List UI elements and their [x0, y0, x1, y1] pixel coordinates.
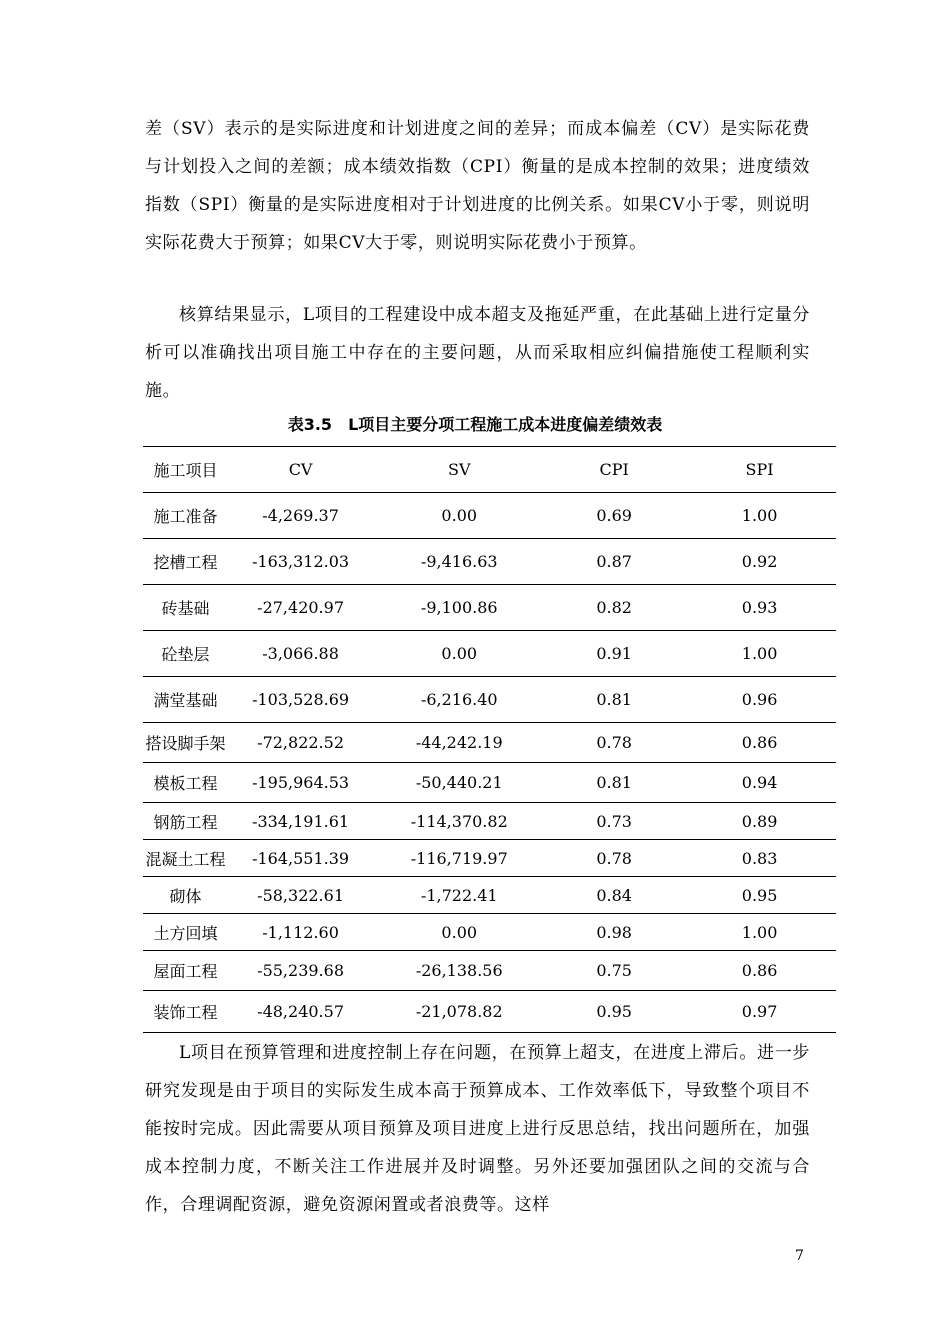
cell-cv: -163,312.03: [228, 539, 373, 585]
table-row: [143, 539, 836, 585]
table-row: [143, 631, 836, 677]
cell-cpi: 0.87: [545, 539, 683, 585]
paragraph-sv-cv-explanation: 差（SV）表示的是实际进度和计划进度之间的差异；而成本偏差（CV）是实际花费与计划投入之间的差额；成本绩效指数（CPI）衡量的是成本控制的效果；进度绩效指数（SPI）衡量的是实际进度相对于计划进度的比例关系。如果CV小于零，则说明实际花费大于预算；如果CV大于零，则说明实际花费小于预算。: [145, 119, 810, 253]
cell-item: 装饰工程: [143, 991, 228, 1033]
cell-item: 土方回填: [143, 914, 228, 951]
cell-sv: -26,138.56: [373, 951, 545, 991]
table-header-row: [143, 447, 836, 493]
cell-sv: -116,719.97: [373, 840, 545, 877]
cell-sv: -6,216.40: [373, 677, 545, 723]
table-row: [143, 803, 836, 840]
table-caption: 表3.5 L项目主要分项工程施工成本进度偏差绩效表: [287, 415, 663, 434]
table-row: [143, 585, 836, 631]
table-row: [143, 723, 836, 763]
table-row: [143, 763, 836, 803]
cell-cpi: 0.81: [545, 677, 683, 723]
cell-item: 砖基础: [143, 585, 228, 631]
cell-item: 砼垫层: [143, 631, 228, 677]
deviation-performance-table: [143, 446, 836, 1033]
cell-cv: -1,112.60: [228, 914, 373, 951]
table-row: [143, 914, 836, 951]
table-row: [143, 991, 836, 1033]
cell-cpi: 0.73: [545, 803, 683, 840]
header-cpi: CPI: [545, 447, 683, 493]
cell-sv: -9,416.63: [373, 539, 545, 585]
cell-item: 钢筋工程: [143, 803, 228, 840]
cell-spi: 0.95: [683, 877, 836, 914]
table-row: [143, 951, 836, 991]
cell-spi: 0.94: [683, 763, 836, 803]
cell-cv: -103,528.69: [228, 677, 373, 723]
cell-spi: 0.97: [683, 991, 836, 1033]
cell-spi: 0.93: [683, 585, 836, 631]
cell-sv: -114,370.82: [373, 803, 545, 840]
cell-item: 屋面工程: [143, 951, 228, 991]
cell-spi: 0.96: [683, 677, 836, 723]
cell-cv: -164,551.39: [228, 840, 373, 877]
table-row: [143, 840, 836, 877]
cell-cpi: 0.75: [545, 951, 683, 991]
cell-item: 挖槽工程: [143, 539, 228, 585]
cell-cpi: 0.98: [545, 914, 683, 951]
cell-spi: 0.83: [683, 840, 836, 877]
header-sv: SV: [373, 447, 545, 493]
paragraph-accounting-result: 核算结果显示，L项目的工程建设中成本超支及拖延严重，在此基础上进行定量分析可以准确找出项目施工中存在的主要问题，从而采取相应纠偏措施使工程顺利实施。: [145, 305, 810, 401]
cell-item: 混凝土工程: [143, 840, 228, 877]
cell-spi: 1.00: [683, 493, 836, 539]
cell-spi: 0.86: [683, 951, 836, 991]
cell-cpi: 0.78: [545, 840, 683, 877]
cell-cv: -55,239.68: [228, 951, 373, 991]
cell-cv: -27,420.97: [228, 585, 373, 631]
table-row: [143, 877, 836, 914]
header-item: 施工项目: [143, 447, 228, 493]
table-row: [143, 677, 836, 723]
cell-sv: -1,722.41: [373, 877, 545, 914]
cell-item: 满堂基础: [143, 677, 228, 723]
cell-spi: 0.92: [683, 539, 836, 585]
cell-cpi: 0.95: [545, 991, 683, 1033]
cell-cv: -334,191.61: [228, 803, 373, 840]
cell-sv: 0.00: [373, 631, 545, 677]
cell-cpi: 0.84: [545, 877, 683, 914]
cell-spi: 1.00: [683, 631, 836, 677]
table-row: [143, 493, 836, 539]
cell-item: 施工准备: [143, 493, 228, 539]
cell-cpi: 0.82: [545, 585, 683, 631]
cell-spi: 1.00: [683, 914, 836, 951]
cell-sv: 0.00: [373, 914, 545, 951]
cell-cpi: 0.78: [545, 723, 683, 763]
cell-item: 砌体: [143, 877, 228, 914]
cell-cpi: 0.81: [545, 763, 683, 803]
cell-cv: -58,322.61: [228, 877, 373, 914]
cell-spi: 0.89: [683, 803, 836, 840]
cell-cv: -72,822.52: [228, 723, 373, 763]
cell-cv: -195,964.53: [228, 763, 373, 803]
cell-sv: 0.00: [373, 493, 545, 539]
cell-item: 模板工程: [143, 763, 228, 803]
cell-cpi: 0.69: [545, 493, 683, 539]
header-spi: SPI: [683, 447, 836, 493]
cell-spi: 0.86: [683, 723, 836, 763]
cell-item: 搭设脚手架: [143, 723, 228, 763]
cell-cv: -4,269.37: [228, 493, 373, 539]
header-cv: CV: [228, 447, 373, 493]
cell-cv: -48,240.57: [228, 991, 373, 1033]
page-number: 7: [795, 1248, 804, 1264]
cell-sv: -9,100.86: [373, 585, 545, 631]
cell-cv: -3,066.88: [228, 631, 373, 677]
cell-sv: -21,078.82: [373, 991, 545, 1033]
cell-sv: -44,242.19: [373, 723, 545, 763]
cell-sv: -50,440.21: [373, 763, 545, 803]
paragraph-problem-analysis: L项目在预算管理和进度控制上存在问题，在预算上超支，在进度上滞后。进一步研究发现是由于项目的实际发生成本高于预算成本、工作效率低下，导致整个项目不能按时完成。因此需要从项目预算及项目进度上进行反思总结，找出问题所在，加强成本控制力度，不断关注工作进展并及时调整。另外还要加强团队之间的交流与合作，合理调配资源，避免资源闲置或者浪费等。这样: [145, 1043, 810, 1215]
cell-cpi: 0.91: [545, 631, 683, 677]
